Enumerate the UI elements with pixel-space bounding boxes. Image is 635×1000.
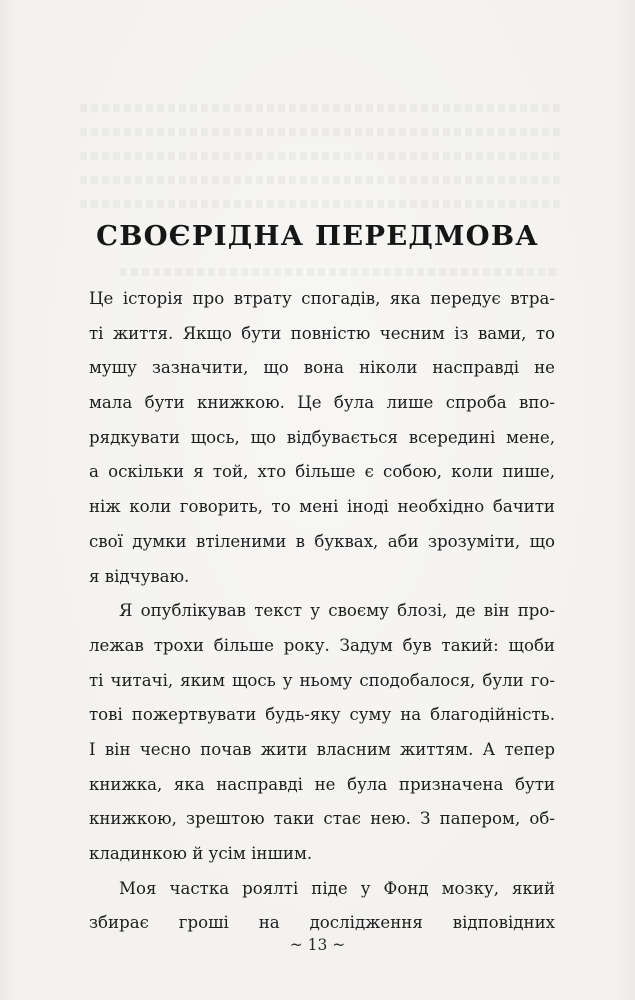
- bleed-through-texture: [80, 200, 560, 208]
- paragraph-2: [89, 594, 555, 872]
- text-line: рядкувати щось, що відбувається всередині мене,: [89, 427, 555, 447]
- text-line: збирає гроші на дослідження відповідних: [89, 913, 555, 933]
- text-line: а оскільки я той, хто більше є собою, коли пише,: [89, 462, 555, 482]
- text-line: кладинкою й усім іншим.: [89, 844, 313, 863]
- text-line: мала бути книжкою. Це була лише спроба впо-: [89, 393, 555, 413]
- text-line: я відчуваю.: [89, 566, 190, 586]
- text-line: мушу зазначити, що вона ніколи насправді не: [89, 358, 555, 378]
- text-line: І він чесно почав жити власним життям. А тепер: [89, 739, 555, 759]
- chapter-body: [89, 282, 555, 941]
- page-number: ~ 13 ~: [289, 936, 346, 954]
- paragraph-1: [89, 282, 555, 594]
- paragraph-3: [89, 872, 555, 941]
- bleed-through-texture: [80, 176, 560, 184]
- text-line: ті життя. Якщо бути повністю чесним із вами, то: [89, 323, 555, 343]
- text-line: лежав трохи більше року. Задум був такий: щоби: [89, 635, 555, 655]
- text-line: Це історія про втрату спогадів, яка передує втра-: [89, 289, 555, 308]
- text-line: ті читачі, яким щось у ньому сподобалося, були го-: [89, 670, 555, 690]
- text-line: тові пожертвувати будь-яку суму на благодійність.: [89, 705, 555, 725]
- chapter-title: СВОЄРІДНА ПЕРЕДМОВА: [96, 220, 539, 252]
- text-line: свої думки втіленими в буквах, аби зрозуміти, що: [89, 531, 555, 551]
- text-line: ніж коли говорить, то мені іноді необхідно бачити: [89, 497, 555, 517]
- bleed-through-texture: [80, 152, 560, 160]
- bleed-through-texture: [80, 128, 560, 136]
- bleed-through-texture: [80, 104, 560, 112]
- text-line: Я опублікував текст у своєму блозі, де він про-: [119, 601, 555, 621]
- text-line: Моя частка роялті піде у Фонд мозку, який: [119, 878, 555, 898]
- bleed-through-texture: [120, 268, 560, 276]
- text-line: книжкою, зрештою таки стає нею. З папером, об-: [89, 809, 555, 829]
- text-line: книжка, яка насправді не була призначена бути: [89, 774, 555, 794]
